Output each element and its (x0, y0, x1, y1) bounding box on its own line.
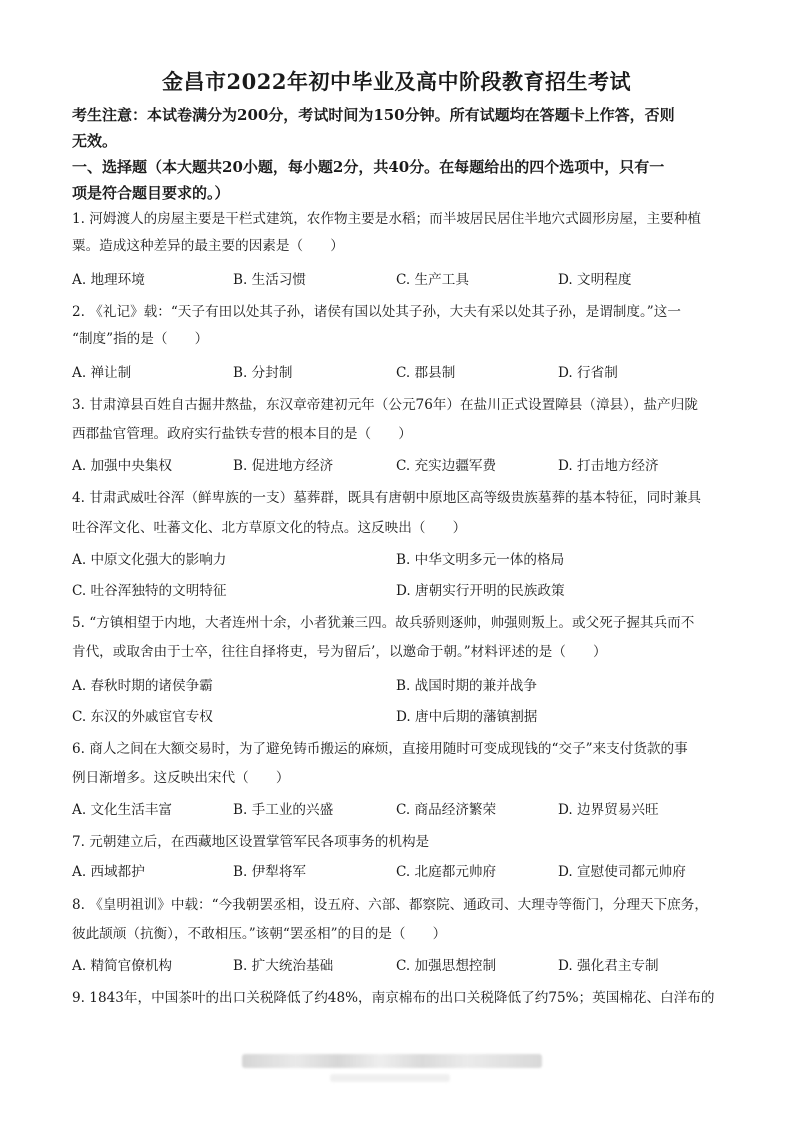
q7-option-c: C. 北庭都元帅府 (396, 864, 497, 880)
q8-option-a: A. 精简官僚机构 (72, 958, 173, 974)
q4-option-b: B. 中华文明多元一体的格局 (396, 552, 565, 568)
question-9-line-1: 9. 1843年，中国茶叶的出口关税降低了约48%，南京棉布的出口关税降低了约75%；英国棉花、白洋布的 (72, 990, 715, 1006)
q2-option-a: A. 禅让制 (72, 365, 132, 381)
question-1-line-1: 1. 河姆渡人的房屋主要是干栏式建筑，农作物主要是水稻；而半坡居民居住半地穴式圆形房屋，主要种植 (72, 211, 702, 227)
q2-option-c: C. 郡县制 (396, 365, 456, 381)
q7-option-a: A. 西域都护 (72, 864, 145, 880)
q5-option-d: D. 唐中后期的藩镇割据 (396, 709, 538, 725)
question-3-line-1: 3. 甘肃漳县百姓自古掘井熬盐，东汉章帝建初元年（公元76年）在盐川正式设置障县（漳县），盐产归陇 (72, 397, 698, 413)
q3-option-c: C. 充实边疆军费 (396, 458, 497, 474)
q2-option-b: B. 分封制 (233, 365, 293, 381)
section-heading-line-2: 项是符合题目要求的。） (72, 184, 230, 202)
q3-option-d: D. 打击地方经济 (558, 458, 659, 474)
q6-option-d: D. 边界贸易兴旺 (558, 802, 659, 818)
notice-line-2: 无效。 (72, 132, 118, 150)
q1-option-d: D. 文明程度 (558, 272, 632, 288)
question-5-line-1: 5. “方镇相望于内地，大者连州十余，小者犹兼三四。故兵骄则逐帅，帅强则叛上。或父死子握其兵而不 (72, 615, 695, 631)
q5-option-a: A. 春秋时期的诸侯争霸 (72, 678, 213, 694)
q4-option-c: C. 吐谷浑独特的文明特征 (72, 583, 227, 599)
q2-option-d: D. 行省制 (558, 365, 618, 381)
question-4-line-2: 吐谷浑文化、吐蕃文化、北方草原文化的特点。这反映出（ ） (72, 520, 467, 536)
q3-option-a: A. 加强中央集权 (72, 458, 173, 474)
q1-option-c: C. 生产工具 (396, 272, 469, 288)
q1-option-a: A. 地理环境 (72, 272, 145, 288)
question-4-line-1: 4. 甘肃武威吐谷浑（鲜卑族的一支）墓葬群，既具有唐朝中原地区高等级贵族墓葬的基本特征，同时兼具 (72, 490, 702, 506)
blurred-footer-watermark-2 (330, 1074, 450, 1082)
question-2-line-2: “制度”指的是（ ） (72, 331, 209, 347)
page-title: 金昌市2022年初中毕业及高中阶段教育招生考试 (162, 69, 631, 94)
q4-option-a: A. 中原文化强大的影响力 (72, 552, 227, 568)
q8-option-b: B. 扩大统治基础 (233, 958, 334, 974)
question-7-line-1: 7. 元朝建立后，在西藏地区设置掌管军民各项事务的机构是 (72, 834, 430, 850)
q1-option-b: B. 生活习惯 (233, 272, 307, 288)
question-2-line-1: 2. 《礼记》载：“天子有田以处其子孙，诸侯有国以处其子孙，大夫有采以处其子孙，是谓制度。”这一 (72, 304, 681, 320)
notice-line-1: 考生注意：本试卷满分为200分，考试时间为150分钟。所有试题均在答题卡上作答，否则 (72, 106, 675, 124)
q3-option-b: B. 促进地方经济 (233, 458, 334, 474)
q7-option-b: B. 伊犁将军 (233, 864, 307, 880)
question-6-line-2: 例日渐增多。这反映出宋代（ ） (72, 770, 290, 786)
blurred-footer-watermark (242, 1054, 542, 1068)
question-5-line-2: 肯代，或取舍由于士卒，往往自择将吏，号为留后’，以邀命于朝。”材料评述的是（ ） (72, 644, 607, 660)
q6-option-b: B. 手工业的兴盛 (233, 802, 334, 818)
question-3-line-2: 西郡盐官管理。政府实行盐铁专营的根本目的是（ ） (72, 426, 412, 442)
q5-option-c: C. 东汉的外戚宦官专权 (72, 709, 213, 725)
question-8-line-1: 8. 《皇明祖训》中载：“今我朝罢丞相，设五府、六部、都察院、通政司、大理寺等衙门，分理天下庶务， (72, 897, 708, 913)
q6-option-c: C. 商品经济繁荣 (396, 802, 497, 818)
question-8-line-2: 彼此颉颃（抗衡），不敢相压。”该朝“罢丞相”的目的是（ ） (72, 926, 447, 942)
q8-option-d: D. 强化君主专制 (558, 958, 659, 974)
q8-option-c: C. 加强思想控制 (396, 958, 497, 974)
q5-option-b: B. 战国时期的兼并战争 (396, 678, 537, 694)
section-heading-line-1: 一、选择题（本大题共20小题，每小题2分，共40分。在每题给出的四个选项中，只有一 (72, 158, 665, 176)
question-6-line-1: 6. 商人之间在大额交易时，为了避免铸币搬运的麻烦，直接用随时可变成现钱的“交子”来支付货款的事 (72, 741, 688, 757)
q4-option-d: D. 唐朝实行开明的民族政策 (396, 583, 565, 599)
question-1-line-2: 粟。造成这种差异的最主要的因素是（ ） (72, 238, 344, 254)
q7-option-d: D. 宣慰使司都元帅府 (558, 864, 686, 880)
q6-option-a: A. 文化生活丰富 (72, 802, 173, 818)
